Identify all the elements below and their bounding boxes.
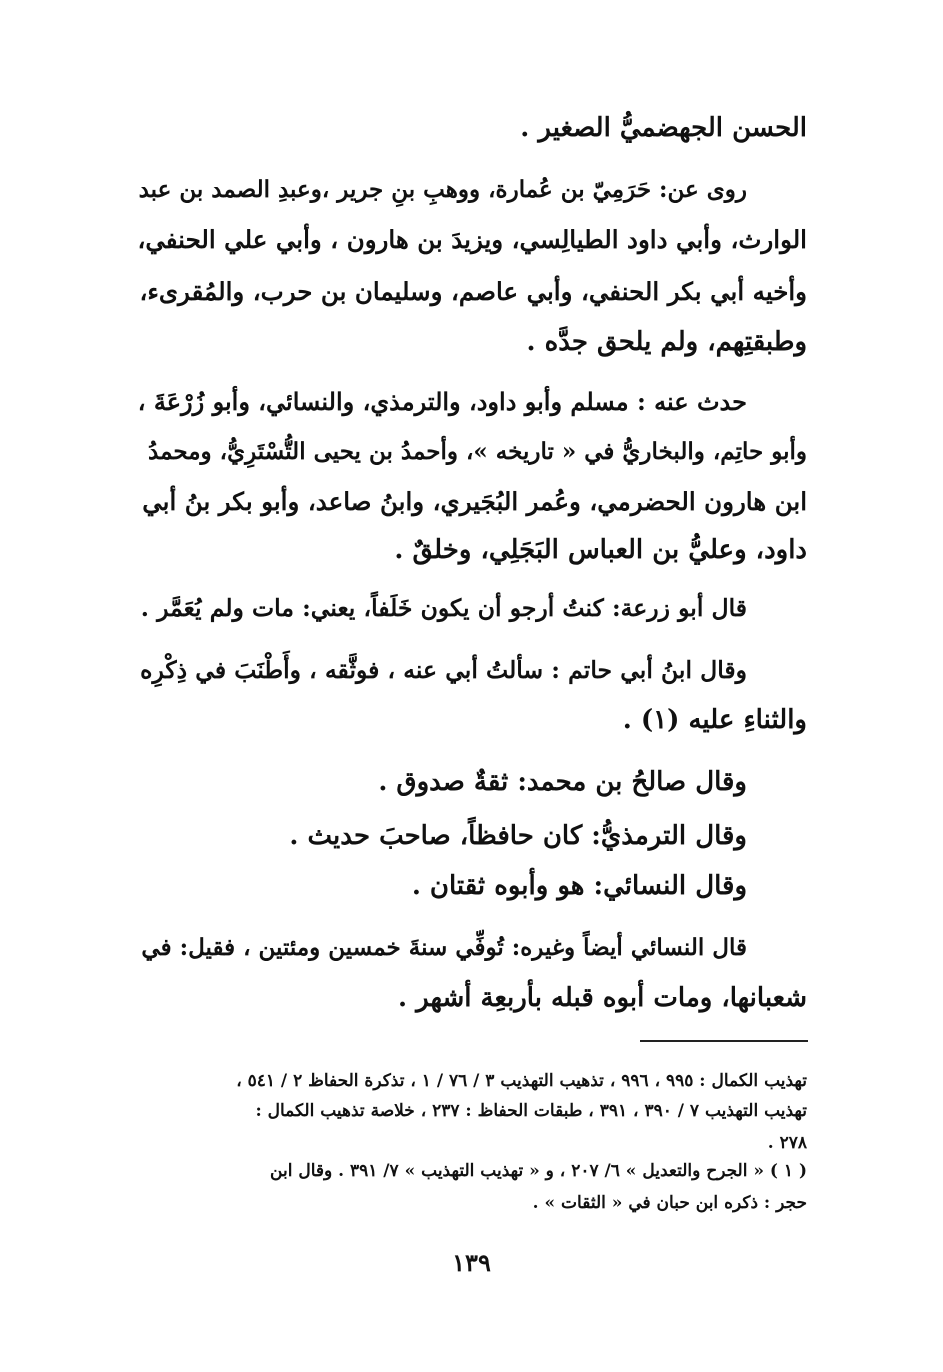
text-line: قال النسائي أيضاً وغيره: تُوفِّي سنةَ خمسين ومئتين ، فقيل: في <box>141 934 747 961</box>
text-line: والثناءِ عليه (١) . <box>622 705 807 735</box>
text-line: وطبقتِهم، ولم يلحق جدَّه . <box>526 327 807 357</box>
text-line: وقال الترمذيُّ: كان حافظاً، صاحبَ حديث . <box>289 821 747 851</box>
text-line: قال أبو زرعة: كنتُ أرجو أن يكون خَلَفاً، يعني: مات ولم يُعَمَّر . <box>140 594 747 622</box>
footnote-divider <box>640 1040 808 1042</box>
text-line: روى عن: حَرَمِيّ بن عُمارة، ووهبِ بنِ جرير ،وعبدِ الصمد بن عبد <box>138 176 747 203</box>
text-line: وقال صالحُ بن محمد: ثقةٌ صدوق . <box>378 767 747 797</box>
text-line: الحسن الجهضميُّ الصغير . <box>520 113 807 143</box>
text-line: الوارث، وأبي داود الطيالِسي، ويزيدَ بن هارون ، وأبي علي الحنفي، <box>137 225 807 254</box>
page-number: ١٣٩ <box>452 1248 491 1277</box>
text-line: وأبو حاتِم، والبخاريُّ في « تاريخه »، وأحمدُ بن يحيى التُّسْتَرِيُّ، ومحمدُ <box>148 438 807 465</box>
footnote-line: تهذيب الكمال : ٩٩٥ ، ٩٩٦ ، تذهيب التهذيب ٣ / ٧٦ / ١ ، تذكرة الحفاظ ٢ / ٥٤١ ، <box>236 1071 807 1091</box>
footnote-line: حجر : ذكره ابن حبان في « الثقات » . <box>532 1193 807 1213</box>
footnote-line: ٢٧٨ . <box>767 1133 807 1153</box>
footnote-line: تهذيب التهذيب ٧ / ٣٩٠ ، ٣٩١ ، طبقات الحفاظ : ٢٣٧ ، خلاصة تذهيب الكمال : <box>255 1101 807 1121</box>
text-line: حدث عنه : مسلم وأبو داود، والترمذي، والنسائي، وأبو زُرْعَةَ ، <box>137 387 747 416</box>
text-line: وقال ابنُ أبي حاتم : سألتُ أبي عنه ، فوثَّقه ، وأَطْنَبَ في ذِكْرِه <box>140 656 747 684</box>
text-line: ابن هارون الحضرمي، وعُمر البُجَيري، وابنُ صاعد، وأبو بكر بنُ أبي <box>142 487 807 516</box>
text-line: شعبانها، ومات أبوه قبله بأربعِة أشهر . <box>398 983 807 1013</box>
text-line: وأخيه أبي بكر الحنفي، وأبي عاصم، وسليمان بن حرب، والمُقرىء، <box>139 277 807 306</box>
footnote-line: ( ١ ) « الجرح والتعديل » ٦/ ٢٠٧ ، و « تهذيب التهذيب » ٧/ ٣٩١ . وقال ابن <box>270 1161 807 1181</box>
text-line: وقال النسائي: هو وأبوه ثقتان . <box>411 871 747 901</box>
text-line: داود، وعليُّ بن العباس البَجَلِي، وخلقٌ . <box>394 535 807 565</box>
